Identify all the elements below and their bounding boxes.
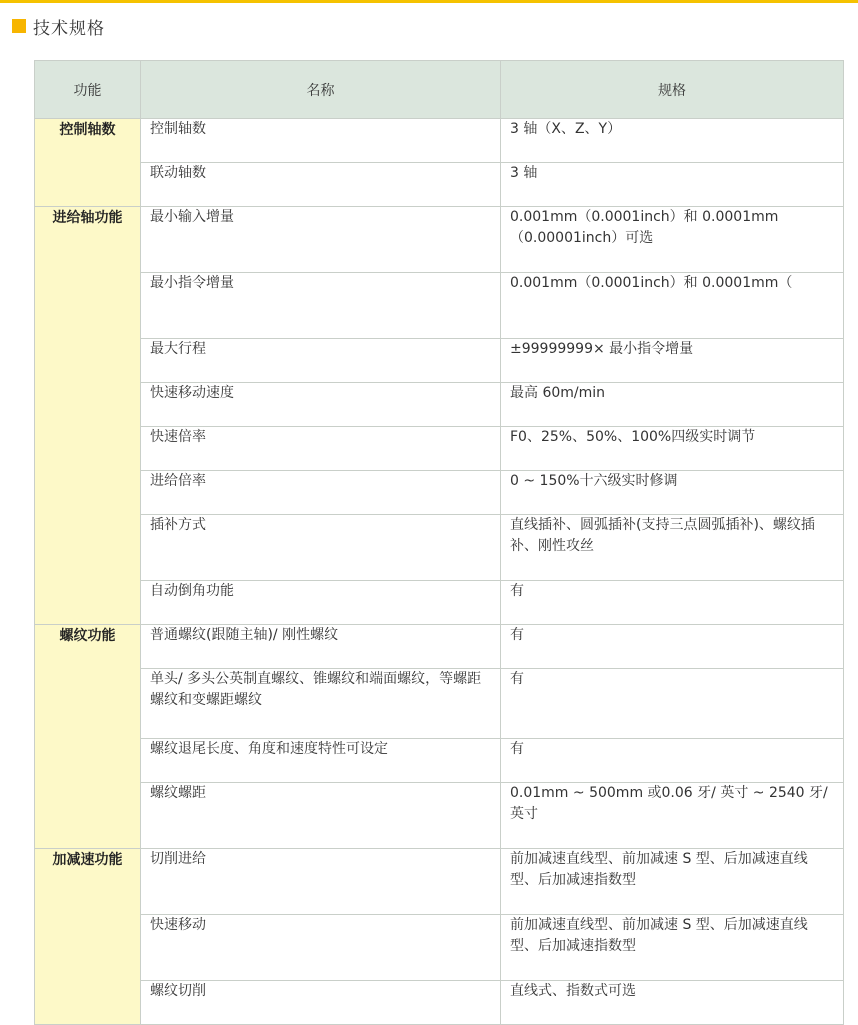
row-name: 切削进给 bbox=[141, 849, 501, 915]
header-spec: 规格 bbox=[501, 61, 844, 119]
row-value: 前加减速直线型、前加减速 S 型、后加减速直线型、后加减速指数型 bbox=[501, 849, 844, 915]
header-function: 功能 bbox=[35, 61, 141, 119]
row-name: 自动倒角功能 bbox=[141, 581, 501, 625]
group-label: 螺纹功能 bbox=[35, 625, 141, 849]
row-name: 最小输入增量 bbox=[141, 207, 501, 273]
row-value: F0、25%、50%、100%四级实时调节 bbox=[501, 427, 844, 471]
row-name: 单头/ 多头公英制直螺纹、锥螺纹和端面螺纹，等螺距螺纹和变螺距螺纹 bbox=[141, 669, 501, 739]
row-value: 0.001mm（0.0001inch）和 0.0001mm（ bbox=[501, 273, 844, 339]
table-row bbox=[35, 207, 844, 273]
row-value: 前加减速直线型、前加减速 S 型、后加减速直线型、后加减速指数型 bbox=[501, 915, 844, 981]
row-value: 有 bbox=[501, 625, 844, 669]
row-name: 控制轴数 bbox=[141, 119, 501, 163]
table-row bbox=[35, 625, 844, 669]
row-name: 快速移动速度 bbox=[141, 383, 501, 427]
row-name: 插补方式 bbox=[141, 515, 501, 581]
table-row bbox=[35, 163, 844, 207]
row-value: 最高 60m/min bbox=[501, 383, 844, 427]
group-label: 控制轴数 bbox=[35, 119, 141, 207]
row-value: 有 bbox=[501, 581, 844, 625]
table-row bbox=[35, 669, 844, 739]
table-row bbox=[35, 119, 844, 163]
group-label: 加减速功能 bbox=[35, 849, 141, 1025]
header-name: 名称 bbox=[141, 61, 501, 119]
row-name: 螺纹退尾长度、角度和速度特性可设定 bbox=[141, 739, 501, 783]
table-row bbox=[35, 427, 844, 471]
row-value: 0.001mm（0.0001inch）和 0.0001mm（0.00001inch）可选 bbox=[501, 207, 844, 273]
section-title bbox=[12, 14, 105, 38]
row-value: 有 bbox=[501, 739, 844, 783]
row-name: 快速倍率 bbox=[141, 427, 501, 471]
table-header-row bbox=[35, 61, 844, 119]
row-name: 螺纹螺距 bbox=[141, 783, 501, 849]
table-row bbox=[35, 981, 844, 1025]
row-name: 最大行程 bbox=[141, 339, 501, 383]
row-value: ±99999999× 最小指令增量 bbox=[501, 339, 844, 383]
row-name: 螺纹切削 bbox=[141, 981, 501, 1025]
row-name: 最小指令增量 bbox=[141, 273, 501, 339]
group-label: 进给轴功能 bbox=[35, 207, 141, 625]
table-row bbox=[35, 339, 844, 383]
row-value: 3 轴（X、Z、Y） bbox=[501, 119, 844, 163]
row-value: 0 ~ 150%十六级实时修调 bbox=[501, 471, 844, 515]
row-name: 联动轴数 bbox=[141, 163, 501, 207]
row-value: 直线式、指数式可选 bbox=[501, 981, 844, 1025]
row-value: 3 轴 bbox=[501, 163, 844, 207]
table-row bbox=[35, 383, 844, 427]
table-row bbox=[35, 581, 844, 625]
table-row bbox=[35, 739, 844, 783]
table-row bbox=[35, 471, 844, 515]
row-name: 普通螺纹(跟随主轴)/ 刚性螺纹 bbox=[141, 625, 501, 669]
table-row bbox=[35, 915, 844, 981]
square-bullet-icon bbox=[12, 19, 26, 33]
row-value: 有 bbox=[501, 669, 844, 739]
row-name: 快速移动 bbox=[141, 915, 501, 981]
top-accent-bar bbox=[0, 0, 858, 3]
spec-table bbox=[34, 60, 844, 1025]
section-title-text: 技术规格 bbox=[33, 18, 105, 39]
table-row bbox=[35, 273, 844, 339]
row-value: 直线插补、圆弧插补(支持三点圆弧插补)、螺纹插补、刚性攻丝 bbox=[501, 515, 844, 581]
table-row bbox=[35, 783, 844, 849]
row-value: 0.01mm ~ 500mm 或0.06 牙/ 英寸 ~ 2540 牙/ 英寸 bbox=[501, 783, 844, 849]
row-name: 进给倍率 bbox=[141, 471, 501, 515]
table-row bbox=[35, 515, 844, 581]
table-row bbox=[35, 849, 844, 915]
